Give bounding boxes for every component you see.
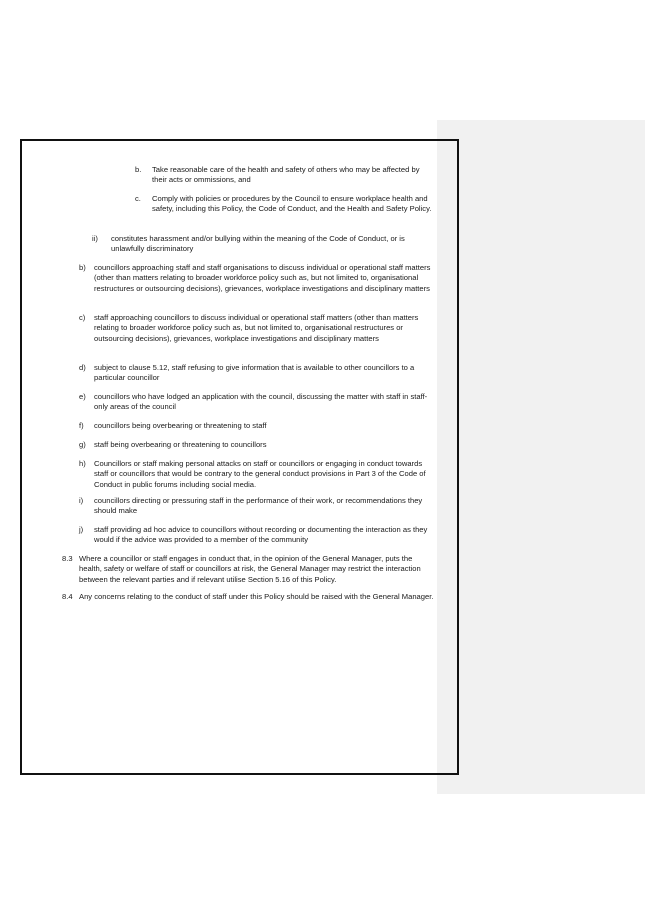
page-content (22, 141, 457, 773)
section-number: 8.4 (62, 592, 73, 601)
list-item-marker: j) (79, 525, 84, 534)
list-item-text: staff being overbearing or threatening to councillors (94, 440, 267, 449)
list-item-marker: e) (79, 392, 86, 401)
sub-item-text: Comply with policies or procedures by the Council to ensure workplace health and safety, including this Policy, the Code of Conduct, and the Health and Safety Policy. (152, 194, 432, 214)
list-item-marker: c) (79, 313, 86, 322)
sub-item-text: Take reasonable care of the health and safety of others who may be affected by their acts or ommissions, and (152, 165, 420, 185)
sub-item-marker: c. (135, 194, 141, 203)
list-item-text: councillors being overbearing or threatening to staff (94, 421, 267, 430)
section-text: Where a councillor or staff engages in conduct that, in the opinion of the General Manager, puts the health, safety or welfare of staff or councillors at risk, the General Manager may restrict the interaction between the relevant parties and if relevant utilise Section 5.16 of this Policy. (79, 554, 421, 584)
list-item-text: staff providing ad hoc advice to councillors without recording or documenting the interaction as they would if the advice was provided to a member of the community (94, 525, 428, 545)
list-item-marker: i) (79, 496, 84, 505)
document-page (20, 139, 459, 775)
list-item-text: subject to clause 5.12, staff refusing to give information that is available to other councillors to a particular councillor (94, 363, 415, 383)
section-text: Any concerns relating to the conduct of staff under this Policy should be raised with the General Manager. (79, 592, 434, 601)
roman-item-marker: ii) (92, 234, 98, 243)
list-item-marker: h) (79, 459, 86, 468)
sub-item-marker: b. (135, 165, 142, 174)
list-item-text: councillors who have lodged an application with the council, discussing the matter with staff in staff-only areas of the council (94, 392, 428, 412)
list-item-text: staff approaching councillors to discuss individual or operational staff matters (other than matters relating to broader workforce policy such as, but not limited to, organisational restructures or outsourcing decisions), grievances, workplace investigations and disciplinary matters (94, 313, 419, 343)
list-item-marker: g) (79, 440, 86, 449)
list-item-text: councillors directing or pressuring staff in the performance of their work, or recommendations they should make (94, 496, 423, 516)
list-item-marker: f) (79, 421, 84, 430)
section-number: 8.3 (62, 554, 73, 563)
list-item-text: Councillors or staff making personal attacks on staff or councillors or engaging in conduct towards staff or councillors that would be contrary to the general conduct provisions in Part 3 of the Code of Conduct in public forums including social media. (94, 459, 426, 489)
comment-pane (437, 120, 645, 794)
list-item-marker: b) (79, 263, 86, 272)
list-item-text: councillors approaching staff and staff organisations to discuss individual or operational staff matters (other than matters relating to broader workforce policy such as, but not limited to, organisational restructures or outsourcing decisions), grievances, workplace investigations and disciplinary matters (94, 263, 431, 293)
list-item-marker: d) (79, 363, 86, 372)
roman-item-text: constitutes harassment and/or bullying within the meaning of the Code of Conduct, or is unlawfully discriminatory (111, 234, 405, 254)
